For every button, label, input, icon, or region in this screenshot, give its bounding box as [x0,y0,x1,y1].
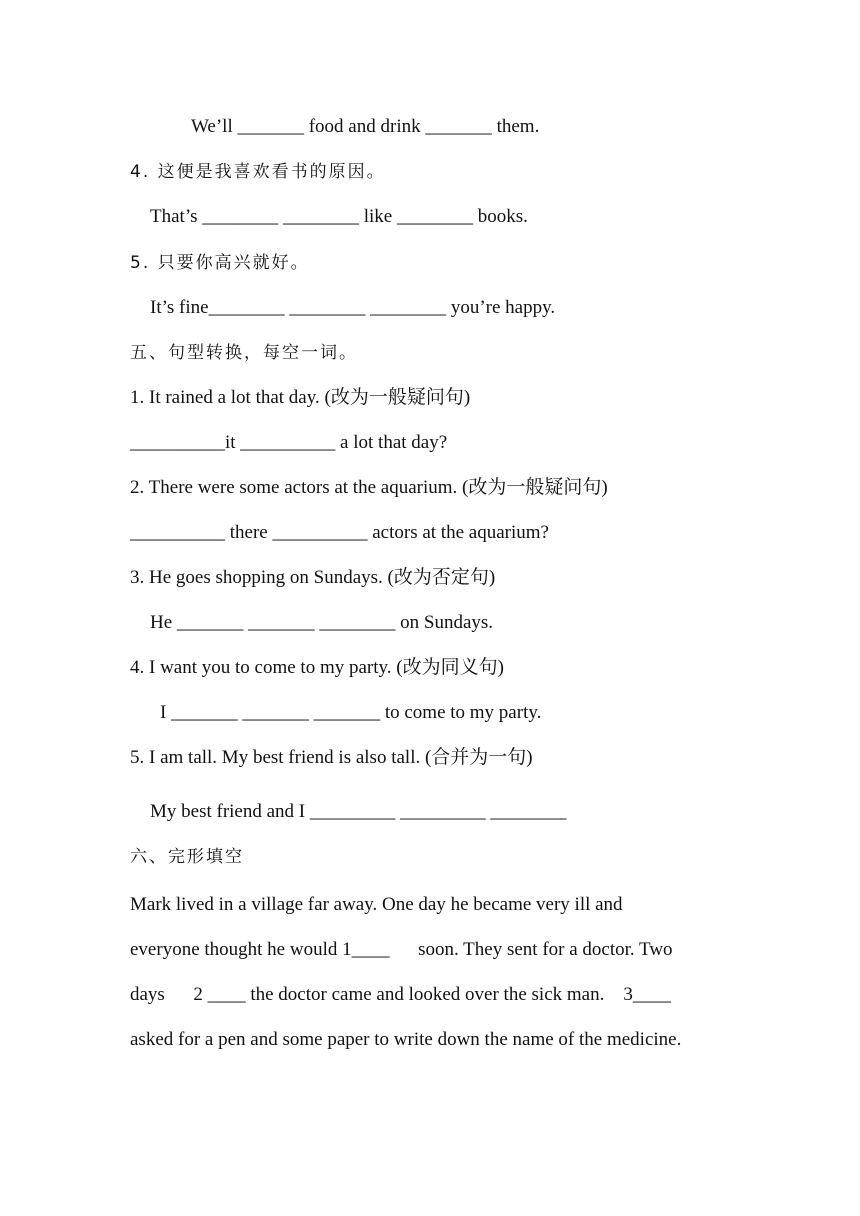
text-line: It’s fine________ ________ ________ you’re happy. [150,297,556,318]
question-prompt: 4. 这便是我喜欢看书的原因。 [130,162,386,182]
question-prompt: 5. I am tall. My best friend is also tall. (合并为一句) [130,747,533,768]
question-prompt: 5. 只要你高兴就好。 [130,253,310,273]
text-line: That’s ________ ________ like ________ books. [150,206,528,227]
section-heading: 六、完形填空 [130,847,244,867]
passage-line: Mark lived in a village far away. One day he became very ill and [130,894,623,915]
text-line: __________it __________ a lot that day? [130,432,448,453]
question-prompt: 4. I want you to come to my party. (改为同义句) [130,657,504,678]
passage-line: asked for a pen and some paper to write down the name of the medicine. [130,1029,682,1050]
passage-line: everyone thought he would 1____ soon. They sent for a doctor. Two [130,939,673,960]
text-line: He _______ _______ ________ on Sundays. [150,612,494,633]
text-line: __________ there __________ actors at the aquarium? [130,522,549,543]
question-prompt: 3. He goes shopping on Sundays. (改为否定句) [130,567,496,588]
text-line: I _______ _______ _______ to come to my party. [160,702,542,723]
passage-line: days 2 ____ the doctor came and looked over the sick man. 3____ [130,984,671,1005]
question-prompt: 1. It rained a lot that day. (改为一般疑问句) [130,387,471,408]
text-line: We’ll _______ food and drink _______ them. [191,116,540,137]
question-prompt: 2. There were some actors at the aquarium. (改为一般疑问句) [130,477,608,498]
text-line: My best friend and I _________ _________ ________ [150,801,567,822]
section-heading: 五、句型转换，每空一词。 [130,343,358,363]
